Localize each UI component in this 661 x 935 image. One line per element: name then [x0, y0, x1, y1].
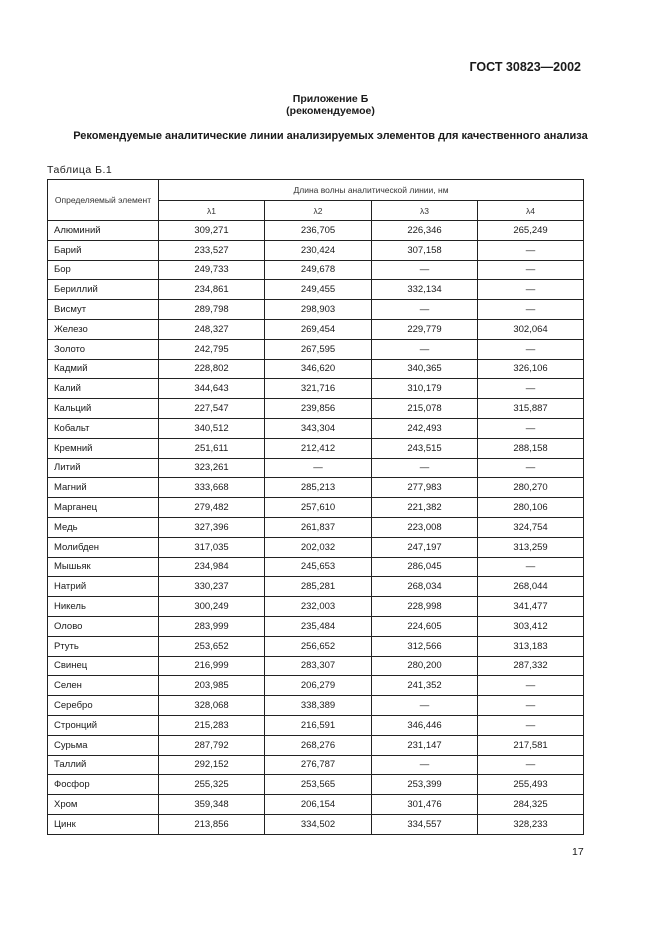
- wavelength-cell: 253,652: [159, 636, 265, 656]
- wavelength-cell: 315,887: [478, 399, 584, 419]
- table-row: [48, 260, 584, 280]
- element-name-cell: Серебро: [48, 696, 159, 716]
- wavelength-cell: 268,044: [478, 577, 584, 597]
- wavelength-cell: 224,605: [372, 616, 478, 636]
- wavelength-cell: 344,643: [159, 379, 265, 399]
- element-name-cell: Бериллий: [48, 280, 159, 300]
- wavelength-cell: 227,547: [159, 399, 265, 419]
- element-name-cell: Алюминий: [48, 221, 159, 241]
- wavelength-cell: 268,034: [372, 577, 478, 597]
- wavelength-cell: 267,595: [265, 339, 372, 359]
- wavelength-cell: 253,399: [372, 775, 478, 795]
- table-row: [48, 280, 584, 300]
- wavelength-cell: —: [478, 696, 584, 716]
- element-name-cell: Железо: [48, 319, 159, 339]
- table-body: [48, 221, 584, 835]
- table-row: [48, 696, 584, 716]
- wavelength-cell: 341,477: [478, 597, 584, 617]
- wavelength-cell: 241,352: [372, 676, 478, 696]
- wavelength-cell: —: [372, 300, 478, 320]
- table-row: [48, 418, 584, 438]
- table-row: [48, 795, 584, 815]
- wavelength-cell: 233,527: [159, 240, 265, 260]
- wavelength-cell: 330,237: [159, 577, 265, 597]
- wavelength-cell: 283,999: [159, 616, 265, 636]
- wavelength-cell: 340,365: [372, 359, 478, 379]
- wavelength-cell: —: [372, 260, 478, 280]
- element-name-cell: Олово: [48, 616, 159, 636]
- wavelength-cell: 230,424: [265, 240, 372, 260]
- wavelength-cell: 221,382: [372, 498, 478, 518]
- table-caption: Таблица Б.1: [47, 164, 113, 176]
- wavelength-cell: —: [478, 339, 584, 359]
- wavelength-cell: 247,197: [372, 537, 478, 557]
- wavelength-cell: —: [478, 715, 584, 735]
- element-name-cell: Свинец: [48, 656, 159, 676]
- wavelength-cell: —: [265, 458, 372, 478]
- appendix-status: (рекомендуемое): [286, 105, 375, 117]
- element-name-cell: Барий: [48, 240, 159, 260]
- wavelength-cell: 269,454: [265, 319, 372, 339]
- table-row: [48, 339, 584, 359]
- element-name-cell: Фосфор: [48, 775, 159, 795]
- wavelength-cell: —: [372, 339, 478, 359]
- element-name-cell: Никель: [48, 597, 159, 617]
- wavelength-cell: —: [478, 557, 584, 577]
- wavelength-cell: 268,276: [265, 735, 372, 755]
- wavelength-cell: 327,396: [159, 517, 265, 537]
- wavelength-cell: 286,045: [372, 557, 478, 577]
- wavelength-cell: 334,502: [265, 814, 372, 834]
- element-name-cell: Литий: [48, 458, 159, 478]
- wavelength-cell: 251,611: [159, 438, 265, 458]
- wavelength-cell: —: [478, 458, 584, 478]
- wavelength-cell: —: [372, 696, 478, 716]
- table-row: [48, 517, 584, 537]
- wavelength-cell: 253,565: [265, 775, 372, 795]
- element-name-cell: Таллий: [48, 755, 159, 775]
- wavelength-cell: —: [478, 418, 584, 438]
- wavelength-cell: 313,183: [478, 636, 584, 656]
- wavelength-cell: 346,446: [372, 715, 478, 735]
- wavelength-cell: 257,610: [265, 498, 372, 518]
- table-row: [48, 221, 584, 241]
- wavelength-cell: 216,999: [159, 656, 265, 676]
- element-name-cell: Магний: [48, 478, 159, 498]
- wavelength-cell: 255,325: [159, 775, 265, 795]
- wavelength-cell: 216,591: [265, 715, 372, 735]
- wavelength-cell: 226,346: [372, 221, 478, 241]
- table-row: [48, 498, 584, 518]
- wavelength-cell: 245,653: [265, 557, 372, 577]
- element-name-cell: Хром: [48, 795, 159, 815]
- wavelength-cell: 346,620: [265, 359, 372, 379]
- wavelength-cell: 203,985: [159, 676, 265, 696]
- lambda-2-header: λ2: [265, 201, 372, 221]
- appendix-title: Приложение Б: [292, 93, 369, 105]
- wavelength-cell: 285,213: [265, 478, 372, 498]
- table-row: [48, 478, 584, 498]
- wavelength-cell: 279,482: [159, 498, 265, 518]
- wavelength-cell: 328,068: [159, 696, 265, 716]
- wavelength-cell: 317,035: [159, 537, 265, 557]
- wavelength-cell: —: [478, 755, 584, 775]
- element-name-cell: Медь: [48, 517, 159, 537]
- element-name-cell: Ртуть: [48, 636, 159, 656]
- wavelength-cell: 248,327: [159, 319, 265, 339]
- wavelength-cell: 249,733: [159, 260, 265, 280]
- table-row: [48, 300, 584, 320]
- wavelength-cell: 213,856: [159, 814, 265, 834]
- wavelength-cell: 280,106: [478, 498, 584, 518]
- wavelength-cell: 234,984: [159, 557, 265, 577]
- wavelength-cell: 324,754: [478, 517, 584, 537]
- wavelength-cell: 287,792: [159, 735, 265, 755]
- element-name-cell: Калий: [48, 379, 159, 399]
- wavelength-cell: 280,270: [478, 478, 584, 498]
- table-row: [48, 636, 584, 656]
- wavelength-cell: 288,158: [478, 438, 584, 458]
- table-row: [48, 319, 584, 339]
- wavelength-cell: 256,652: [265, 636, 372, 656]
- table-row: [48, 814, 584, 834]
- element-name-cell: Сурьма: [48, 735, 159, 755]
- wavelength-cell: 228,802: [159, 359, 265, 379]
- wavelength-cell: 249,678: [265, 260, 372, 280]
- wavelength-cell: —: [372, 755, 478, 775]
- wavelength-cell: 261,837: [265, 517, 372, 537]
- wavelength-cell: 343,304: [265, 418, 372, 438]
- table-row: [48, 458, 584, 478]
- element-name-cell: Бор: [48, 260, 159, 280]
- standard-number: ГОСТ 30823—2002: [469, 60, 581, 74]
- wavelength-group-header: Длина волны аналитической линии, нм: [159, 180, 584, 201]
- wavelength-cell: 232,003: [265, 597, 372, 617]
- lambda-4-header: λ4: [478, 201, 584, 221]
- wavelength-cell: 307,158: [372, 240, 478, 260]
- wavelength-cell: 300,249: [159, 597, 265, 617]
- wavelength-cell: 289,798: [159, 300, 265, 320]
- lambda-1-header: λ1: [159, 201, 265, 221]
- table-row: [48, 616, 584, 636]
- element-name-cell: Висмут: [48, 300, 159, 320]
- wavelength-cell: 321,716: [265, 379, 372, 399]
- wavelength-cell: 280,200: [372, 656, 478, 676]
- wavelength-cell: 235,484: [265, 616, 372, 636]
- element-name-cell: Молибден: [48, 537, 159, 557]
- wavelength-cell: 265,249: [478, 221, 584, 241]
- wavelength-cell: 243,515: [372, 438, 478, 458]
- wavelength-cell: 217,581: [478, 735, 584, 755]
- wavelength-cell: 292,152: [159, 755, 265, 775]
- wavelength-cell: 206,154: [265, 795, 372, 815]
- table-row: [48, 676, 584, 696]
- wavelength-cell: 287,332: [478, 656, 584, 676]
- wavelength-cell: 215,078: [372, 399, 478, 419]
- wavelength-cell: 277,983: [372, 478, 478, 498]
- wavelength-cell: 310,179: [372, 379, 478, 399]
- table-row: [48, 597, 584, 617]
- element-name-cell: Кальций: [48, 399, 159, 419]
- wavelength-cell: 255,493: [478, 775, 584, 795]
- wavelength-cell: 338,389: [265, 696, 372, 716]
- table-row: [48, 557, 584, 577]
- wavelength-cell: 212,412: [265, 438, 372, 458]
- element-name-cell: Марганец: [48, 498, 159, 518]
- wavelength-cell: —: [478, 300, 584, 320]
- wavelength-cell: 283,307: [265, 656, 372, 676]
- wavelength-cell: 228,998: [372, 597, 478, 617]
- wavelength-cell: 215,283: [159, 715, 265, 735]
- wavelength-cell: 206,279: [265, 676, 372, 696]
- wavelength-cell: —: [478, 280, 584, 300]
- table-row: [48, 715, 584, 735]
- element-name-cell: Селен: [48, 676, 159, 696]
- wavelength-cell: —: [478, 379, 584, 399]
- element-name-cell: Цинк: [48, 814, 159, 834]
- wavelength-cell: 312,566: [372, 636, 478, 656]
- table-row: [48, 240, 584, 260]
- wavelength-cell: 302,064: [478, 319, 584, 339]
- wavelength-cell: —: [478, 240, 584, 260]
- wavelength-cell: 313,259: [478, 537, 584, 557]
- wavelength-cell: 231,147: [372, 735, 478, 755]
- wavelength-table: [47, 179, 584, 835]
- wavelength-cell: 202,032: [265, 537, 372, 557]
- wavelength-cell: 284,325: [478, 795, 584, 815]
- wavelength-cell: —: [478, 676, 584, 696]
- wavelength-cell: 239,856: [265, 399, 372, 419]
- wavelength-cell: 276,787: [265, 755, 372, 775]
- table-row: [48, 755, 584, 775]
- wavelength-cell: 242,493: [372, 418, 478, 438]
- table-row: [48, 656, 584, 676]
- wavelength-cell: 340,512: [159, 418, 265, 438]
- wavelength-cell: 242,795: [159, 339, 265, 359]
- wavelength-cell: 234,861: [159, 280, 265, 300]
- wavelength-cell: 326,106: [478, 359, 584, 379]
- table-row: [48, 359, 584, 379]
- wavelength-cell: 332,134: [372, 280, 478, 300]
- wavelength-cell: 249,455: [265, 280, 372, 300]
- wavelength-cell: 223,008: [372, 517, 478, 537]
- wavelength-cell: 334,557: [372, 814, 478, 834]
- wavelength-cell: 229,779: [372, 319, 478, 339]
- element-name-cell: Мышьяк: [48, 557, 159, 577]
- wavelength-cell: —: [372, 458, 478, 478]
- element-name-cell: Золото: [48, 339, 159, 359]
- wavelength-cell: 333,668: [159, 478, 265, 498]
- wavelength-cell: —: [478, 260, 584, 280]
- table-row: [48, 399, 584, 419]
- element-name-cell: Натрий: [48, 577, 159, 597]
- wavelength-cell: 328,233: [478, 814, 584, 834]
- table-row: [48, 735, 584, 755]
- table-row: [48, 577, 584, 597]
- wavelength-cell: 359,348: [159, 795, 265, 815]
- element-column-header: Определяемый элемент: [48, 180, 159, 221]
- table-row: [48, 379, 584, 399]
- wavelength-cell: 285,281: [265, 577, 372, 597]
- table-row: [48, 438, 584, 458]
- table-row: [48, 537, 584, 557]
- wavelength-cell: 309,271: [159, 221, 265, 241]
- element-name-cell: Кобальт: [48, 418, 159, 438]
- wavelength-cell: 303,412: [478, 616, 584, 636]
- element-name-cell: Кадмий: [48, 359, 159, 379]
- element-name-cell: Кремний: [48, 438, 159, 458]
- document-heading: Рекомендуемые аналитические линии анализируемых элементов для качественного анализа: [73, 130, 588, 142]
- wavelength-cell: 298,903: [265, 300, 372, 320]
- wavelength-cell: 301,476: [372, 795, 478, 815]
- table-row: [48, 775, 584, 795]
- page-number: 17: [572, 846, 584, 858]
- wavelength-cell: 323,261: [159, 458, 265, 478]
- wavelength-cell: 236,705: [265, 221, 372, 241]
- lambda-3-header: λ3: [372, 201, 478, 221]
- element-name-cell: Стронций: [48, 715, 159, 735]
